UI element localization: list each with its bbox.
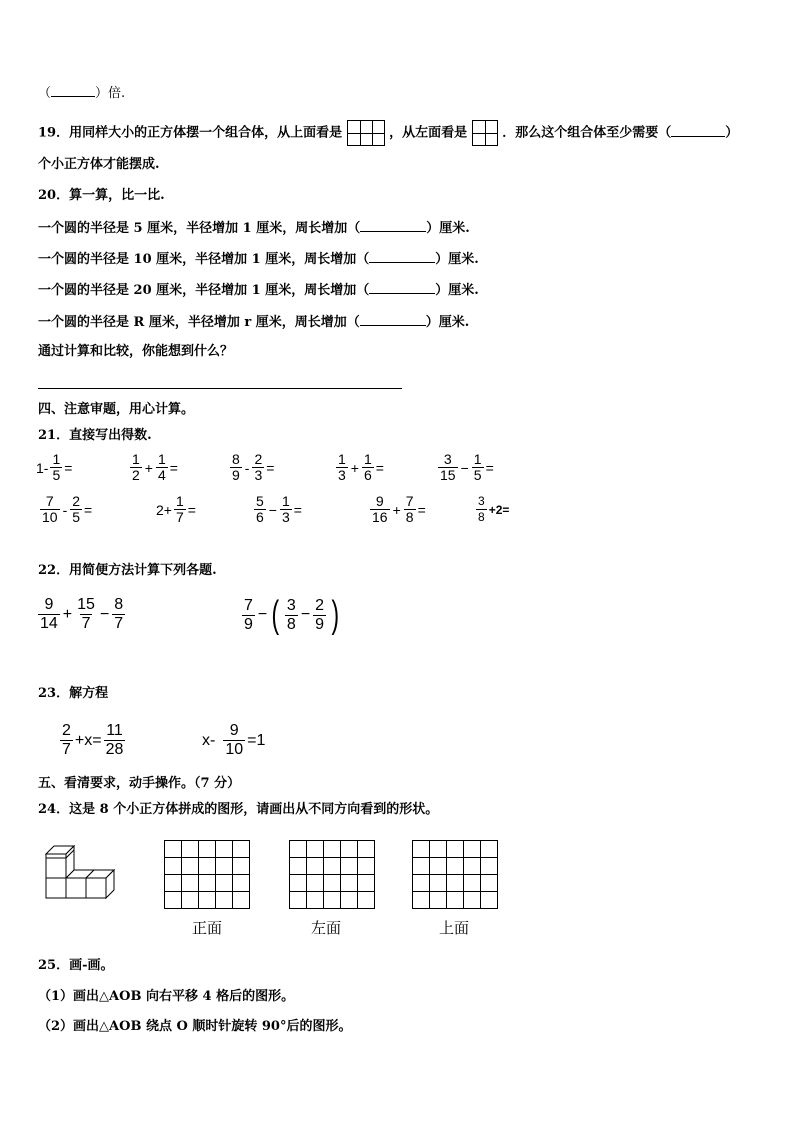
section-4-title: 四、注意审题，用心计算。 <box>38 402 195 417</box>
q19-line2: 个小正方体才能摆成. <box>38 157 160 172</box>
section-5-title: 五、看清要求，动手操作。（7 分） <box>38 776 241 791</box>
q20-item-2: 一个圆的半径是 10 厘米，半径增加 1 厘米，周长增加（ ）厘米. <box>38 252 479 267</box>
q21-expr-2: $\frac{1}{2}$ + $\frac{1}{4}$ = <box>132 451 178 483</box>
q24-title: 24．这是 8 个小正方体拼成的图形，请画出从不同方向看到的形状。 <box>38 802 439 817</box>
answer-blank[interactable] <box>360 313 426 326</box>
q20-title: 20．算一算，比一比. <box>38 188 165 203</box>
q21-expr-9: $\frac{9}{16}$ + $\frac{7}{8}$ = <box>372 493 426 525</box>
q20-item-3: 一个圆的半径是 20 厘米，半径增加 1 厘米，周长增加（ ）厘米. <box>38 283 479 298</box>
answer-blank[interactable] <box>369 250 435 263</box>
top-view-label: 上面 <box>439 920 470 937</box>
answer-blank[interactable] <box>369 281 435 294</box>
left-view-label: 左面 <box>311 920 342 937</box>
cube-stack-figure <box>42 842 126 902</box>
q21-expr-5: $\frac{3}{15}$ − $\frac{1}{5}$ = <box>440 451 494 483</box>
q22-expr-2: $\frac{7}{9}$ − ( $\frac{3}{8}$ − $\frac{2}{9}$ ) <box>244 594 340 636</box>
q18-tail: （ ）倍. <box>38 86 126 101</box>
q20-item-1: 一个圆的半径是 5 厘米，半径增加 1 厘米，周长增加（ ）厘米. <box>38 221 470 236</box>
q20-item-4: 一个圆的半径是 R 厘米，半径增加 r 厘米，周长增加（ ）厘米. <box>38 315 470 330</box>
q23-title: 23．解方程 <box>38 686 109 701</box>
answer-blank[interactable] <box>360 219 426 232</box>
q21-expr-10: $\frac{3}{8}$ +2= <box>478 494 510 524</box>
top-view-figure <box>347 120 385 146</box>
left-view-figure <box>472 120 498 146</box>
q23-eq-1: $\frac{2}{7}$ +x= $\frac{11}{28}$ <box>62 722 124 758</box>
front-view-label: 正面 <box>192 920 223 937</box>
q21-title: 21．直接写出得数. <box>38 428 152 443</box>
front-view-grid[interactable] <box>164 840 250 909</box>
q21-expr-1: 1- $\frac{1}{5}$ = <box>36 451 73 483</box>
q22-expr-1: $\frac{9}{14}$ + $\frac{15}{7}$ − $\frac{8}{7}$ <box>40 596 124 632</box>
top-view-grid[interactable] <box>412 840 498 909</box>
left-view-grid[interactable] <box>289 840 375 909</box>
q23-eq-2: x- $\frac{9}{10}$ =1 <box>202 722 266 758</box>
q19-line: 19．用同样大小的正方体摆一个组合体，从上面看是 ，从左面看是 ．那么这个组合体至少需要（ ） <box>38 120 738 146</box>
q22-title: 22．用简便方法计算下列各题. <box>38 563 217 578</box>
q21-expr-4: $\frac{1}{3}$ + $\frac{1}{6}$ = <box>338 451 384 483</box>
q20-question: 通过计算和比较，你能想到什么？ <box>38 344 234 359</box>
q25-title: 25．画-画。 <box>38 958 114 973</box>
q21-expr-8: $\frac{5}{6}$ − $\frac{1}{3}$ = <box>256 493 302 525</box>
answer-blank[interactable] <box>51 84 95 97</box>
q21-expr-7: 2+ $\frac{1}{7}$ = <box>156 493 196 525</box>
answer-line[interactable] <box>38 388 402 389</box>
q25-item-1: （1）画出△AOB 向右平移 4 格后的图形。 <box>38 989 295 1004</box>
q21-expr-6: $\frac{7}{10}$ - $\frac{2}{5}$ = <box>42 493 93 525</box>
answer-blank[interactable] <box>671 124 725 137</box>
q21-expr-3: $\frac{8}{9}$ - $\frac{2}{3}$ = <box>232 451 275 483</box>
q25-item-2: （2）画出△AOB 绕点 O 顺时针旋转 90°后的图形。 <box>38 1019 352 1034</box>
